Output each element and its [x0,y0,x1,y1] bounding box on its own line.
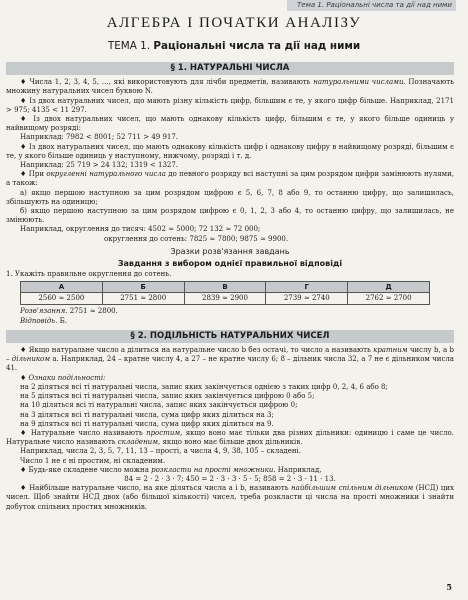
examples-subheading: Завдання з вибором однієї правильної відповіді [117,259,343,269]
rule-b: б) якщо першою наступною за цим розрядом цифрою є 0, 1, 2, 3 або 4, то останню цифру, що залишилась, не змінюють. [6,207,454,225]
table-cell: 2739 ≈ 2740 [266,293,348,305]
example-line: Наприклад: 7982 < 8001; 52 711 > 49 917. [20,133,179,142]
paragraph: ♦ Ознаки подільності: [20,373,106,382]
paragraph: ♦ Числа 1, 2, 3, 4, 5, …, які використовують для лічби предметів, називають натуральними числами. Позначають множину натуральних чисел буквою N. [6,78,454,96]
paragraph: ♦ Із двох натуральних чисел, що мають однакову кількість цифр, більшим є те, у якого більше одиниць у найвищому розряді: [6,115,454,133]
paragraph: ♦ Натуральне число називають простим, якщо воно має тільки два різних дільники: одиницю і саме це число. Натуральне число називають складеним, якщо воно має більше двох дільників. [6,428,454,447]
divisibility-rule: на 2 діляться всі ті натуральні числа, запис яких закінчується однією з таких цифр 0, 2, 4, 6 або 8; [20,382,388,391]
table-header: А [21,282,103,293]
examples-heading: Зразки розв'язання завдань [170,246,290,256]
table-cell: 2839 ≈ 2900 [184,293,266,305]
factorization-examples: 84 = 2 · 2 · 3 · 7; 450 = 2 · 3 · 3 · 5 · 5; 858 = 2 · 3 · 11 · 13. [124,474,336,483]
answer: Відповідь. Б. [20,316,67,325]
table-header: Д [348,282,430,293]
section-2-heading: § 2. ПОДІЛЬНІСТЬ НАТУРАЛЬНИХ ЧИСЕЛ [6,330,454,343]
table-cell: 2560 ≈ 2500 [21,293,103,305]
running-head: Тема 1. Раціональні числа та дії над ними [287,0,456,11]
main-title: АЛГЕБРА І ПОЧАТКИ АНАЛІЗУ [106,15,362,31]
divisibility-rule: на 3 діляться всі ті натуральні числа, сума цифр яких ділиться на 3; [20,410,274,419]
table-header: В [184,282,266,293]
divisibility-rule: на 10 діляться всі ті натуральні числа, запис яких закінчується цифрою 0; [20,401,298,410]
task-text: 1. Укажіть правильне округлення до сотень. [6,270,172,279]
topic-name: Раціональні числа та дії над ними [153,40,361,52]
paragraph: ♦ Будь-яке складене число можна розкласти на прості множники. Наприклад, [20,465,322,474]
divisibility-rule: на 9 діляться всі ті натуральні числа, сума цифр яких ділиться на 9. [20,419,274,428]
example-line: округлення до сотень: 7825 ≈ 7800; 9875 ≈ 9900. [104,234,289,243]
rule-a: а) якщо першою наступною за цим розрядом цифрою є 5, 6, 7, 8 або 9, то останню цифру, що залишилась, збільшують на одиницю; [6,188,454,206]
table-header: Г [266,282,348,293]
example-line: Наприклад: 25 719 > 24 132; 1319 < 1327. [20,161,179,170]
paragraph: ♦ Якщо натуральне число a ділиться на натуральне число b без остачі, то число a називають кратним числу b, а b – дільником a. Наприклад, 24 – кратне числу 4, а 27 – не кратне числу 6; 8 – дільник числа 32, а 7 не є дільником числа 41. [6,346,454,373]
example-line: Наприклад, округлення до тисяч: 4502 ≈ 5000; 72 132 ≈ 72 000; [20,225,261,234]
table-cell: 2762 ≈ 2700 [348,293,430,305]
paragraph: ♦ При округленні натурального числа до певного розряду всі наступні за цим розрядом цифри замінюють нулями, а також: [6,170,454,188]
answer-table [20,281,430,305]
topic-prefix: ТЕМА 1. [107,40,151,52]
divisibility-rule: на 5 діляться всі ті натуральні числа, запис яких закінчується цифрою 0 або 5; [20,392,315,401]
page-number: 5 [446,582,452,592]
example-line: Число 1 не є ні простим, ні складеним. [20,456,166,465]
page-content [6,58,454,512]
table-cell: 2751 ≈ 2800 [102,293,184,305]
paragraph: ♦ Із двох натуральних чисел, що мають різну кількість цифр, більшим є те, у якого цифр більше. Наприклад, 2171 > 975; 4135 < 11 297. [6,96,454,114]
paragraph: ♦ Найбільше натуральне число, на яке діляться числа a і b, називають найбільшим спільним дільником (НСД) цих чисел. Щоб знайти НСД двох (або більшої кількості) чисел, треба розкласти ці числа на прості множники і знайти добуток спільних простих множників. [6,484,454,511]
section-1-heading: § 1. НАТУРАЛЬНІ ЧИСЛА [6,62,454,75]
topic-title [0,40,468,52]
example-line: Наприклад, числа 2, 3, 5, 7, 11, 13 – прості, а числа 4, 9, 38, 105 – складені. [20,447,302,456]
table-header: Б [102,282,184,293]
paragraph: ♦ Із двох натуральних чисел, що мають однакову кількість цифр і однакову цифру в найвищому розряді, більшим є те, у якого більше одиниць у наступному, нижчому, розряді і т. д. [6,142,454,160]
solution: Розв'язання. 2751 ≈ 2800. [20,307,118,316]
